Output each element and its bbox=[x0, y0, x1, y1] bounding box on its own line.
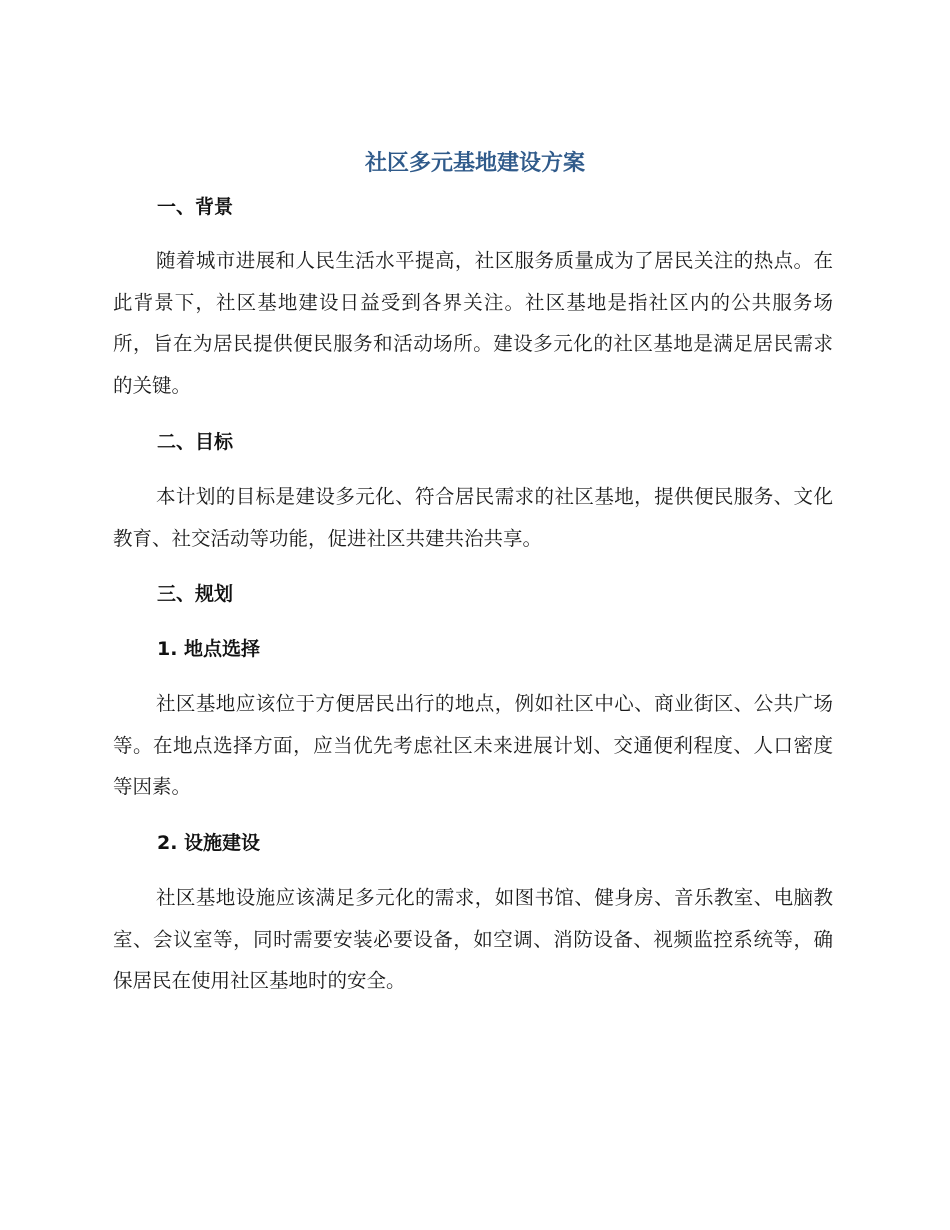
section-heading-background: 一、背景 bbox=[157, 196, 234, 218]
section-paragraph-background: 随着城市进展和人民生活水平提高，社区服务质量成为了居民关注的热点。在此背景下，社区基地建设日益受到各界关注。社区基地是指社区内的公共服务场所，旨在为居民提供便民服务和活动场所。建设多元化的社区基地是满足居民需求的关键。 bbox=[113, 249, 833, 397]
section-paragraph-goals: 本计划的目标是建设多元化、符合居民需求的社区基地，提供便民服务、文化教育、社交活动等功能，促进社区共建共治共享。 bbox=[113, 485, 833, 550]
subsection-paragraph-location: 社区基地应该位于方便居民出行的地点，例如社区中心、商业街区、公共广场等。在地点选择方面，应当优先考虑社区未来进展计划、交通便利程度、人口密度等因素。 bbox=[113, 692, 833, 798]
subsection-paragraph-facilities: 社区基地设施应该满足多元化的需求，如图书馆、健身房、音乐教室、电脑教室、会议室等，同时需要安装必要设备，如空调、消防设备、视频监控系统等，确保居民在使用社区基地时的安全。 bbox=[113, 886, 833, 992]
section-heading-goals: 二、目标 bbox=[157, 431, 234, 453]
subsection-heading-location: 1. 地点选择 bbox=[157, 638, 261, 660]
subsection-heading-facilities: 2. 设施建设 bbox=[157, 832, 261, 854]
section-heading-planning: 三、规划 bbox=[157, 583, 234, 605]
document-title: 社区多元基地建设方案 bbox=[364, 151, 585, 176]
